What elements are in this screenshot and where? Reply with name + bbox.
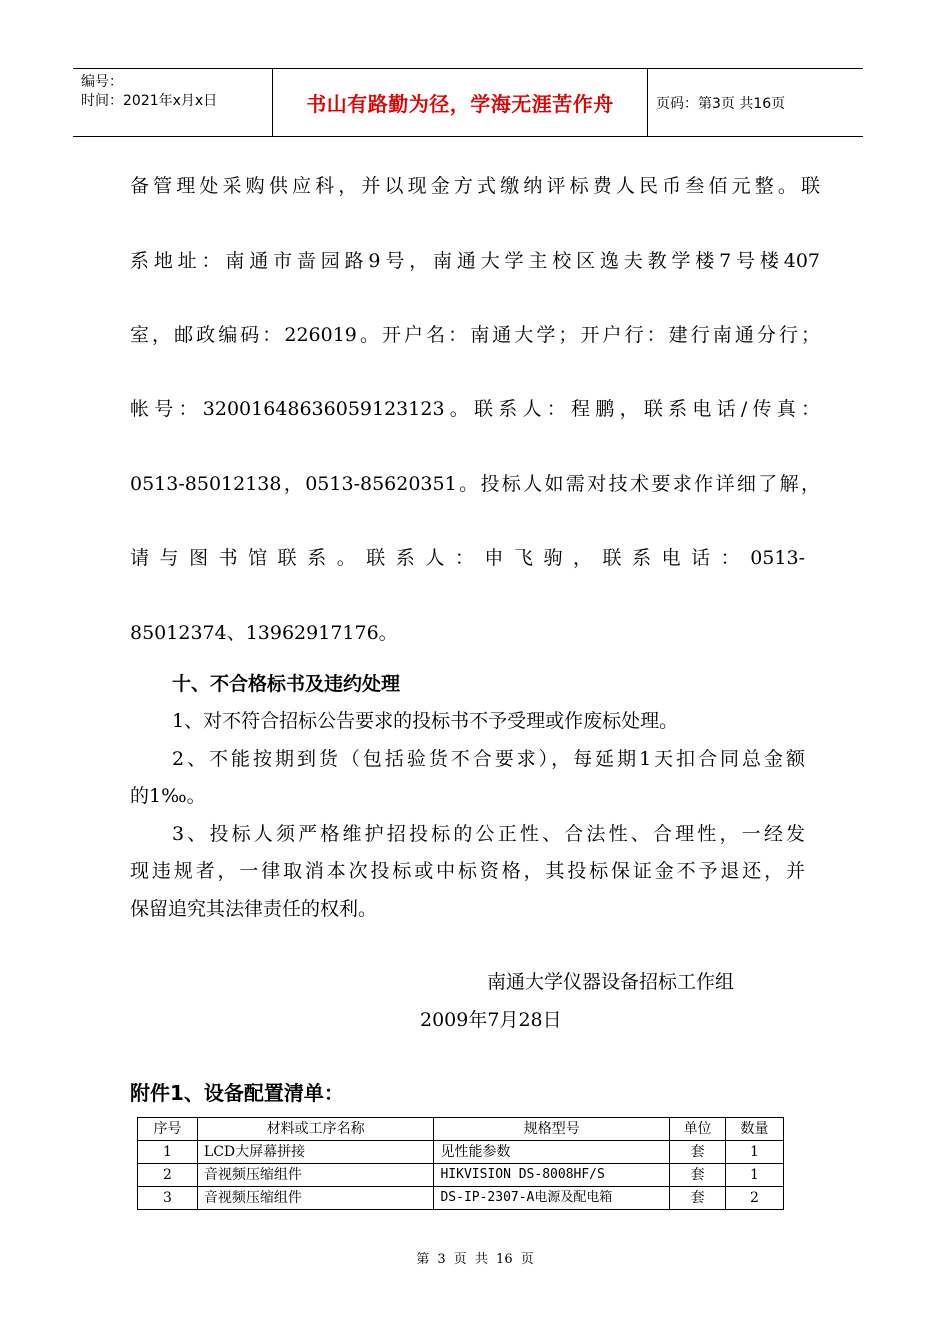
column-header-unit: 单位 (670, 1118, 726, 1141)
page-footer: 第 3 页 共 16 页 (416, 1252, 534, 1267)
body-line: 系地址：南通市啬园路9号，南通大学主校区逸夫教学楼7号楼407 (130, 250, 820, 272)
cell-quantity: 1 (726, 1141, 784, 1164)
signature-organization: 南通大学仪器设备招标工作组 (487, 971, 735, 993)
cell-unit: 套 (670, 1164, 726, 1187)
body-line: 备管理处采购供应科，并以现金方式缴纳评标费人民币叁佰元整。联 (130, 175, 820, 197)
equipment-table (137, 1117, 784, 1210)
cell-index: 1 (138, 1141, 198, 1164)
body-line: 室，邮政编码：226019。开户名：南通大学；开户行：建行南通分行； (130, 324, 820, 346)
cell-quantity: 1 (726, 1164, 784, 1187)
column-header-quantity: 数量 (726, 1118, 784, 1141)
page-header (73, 68, 863, 137)
clause-3-line-3: 保留追究其法律责任的权利。 (130, 898, 378, 920)
clause-3-line-2: 现违规者，一律取消本次投标或中标资格，其投标保证金不予退还，并 (130, 860, 805, 882)
cell-quantity: 2 (726, 1187, 784, 1210)
document-date-label: 时间：2021年x月x日 (81, 93, 218, 109)
header-slogan: 书山有路勤为径，学海无涯苦作舟 (273, 69, 648, 136)
header-meta (73, 69, 273, 136)
cell-index: 2 (138, 1164, 198, 1187)
clause-3-line-1: 3、投标人须严格维护招投标的公正性、合法性、合理性，一经发 (172, 823, 805, 845)
body-line: 帐号：32001648636059123123。联系人：程鹏，联系电话/传真： (130, 398, 820, 420)
body-line: 请与图书馆联系。联系人：申飞驹，联系电话：0513- (130, 547, 805, 569)
signature-date: 2009年7月28日 (420, 1009, 562, 1031)
clause-2-line-2: 的1‰。 (130, 785, 206, 807)
column-header-index: 序号 (138, 1118, 198, 1141)
attachment-title: 附件1、设备配置清单： (130, 1081, 344, 1105)
body-line: 85012374、13962917176。 (130, 622, 398, 644)
table-row (138, 1164, 784, 1187)
column-header-model: 规格型号 (434, 1118, 670, 1141)
cell-index: 3 (138, 1187, 198, 1210)
header-page-number: 页码：第3页 共16页 (656, 95, 786, 112)
clause-1: 1、对不符合招标公告要求的投标书不予受理或作废标处理。 (172, 710, 679, 732)
cell-unit: 套 (670, 1187, 726, 1210)
table-row (138, 1187, 784, 1210)
cell-unit: 套 (670, 1141, 726, 1164)
table-row (138, 1141, 784, 1164)
cell-model: HIKVISION DS-8008HF/S (434, 1164, 670, 1187)
cell-name: 音视频压缩组件 (197, 1164, 434, 1187)
column-header-name: 材料或工序名称 (197, 1118, 434, 1141)
section-heading: 十、不合格标书及违约处理 (172, 673, 401, 695)
clause-2-line-1: 2、不能按期到货（包括验货不合要求），每延期1天扣合同总金额 (172, 748, 805, 770)
cell-name: LCD大屏幕拼接 (197, 1141, 434, 1164)
cell-name: 音视频压缩组件 (197, 1187, 434, 1210)
cell-model: 见性能参数 (434, 1141, 670, 1164)
table-header-row (138, 1118, 784, 1141)
body-line: 0513-85012138，0513-85620351。投标人如需对技术要求作详细了解， (130, 473, 820, 495)
document-number-label: 编号： (81, 74, 123, 90)
cell-model: DS-IP-2307-A电源及配电箱 (434, 1187, 670, 1210)
